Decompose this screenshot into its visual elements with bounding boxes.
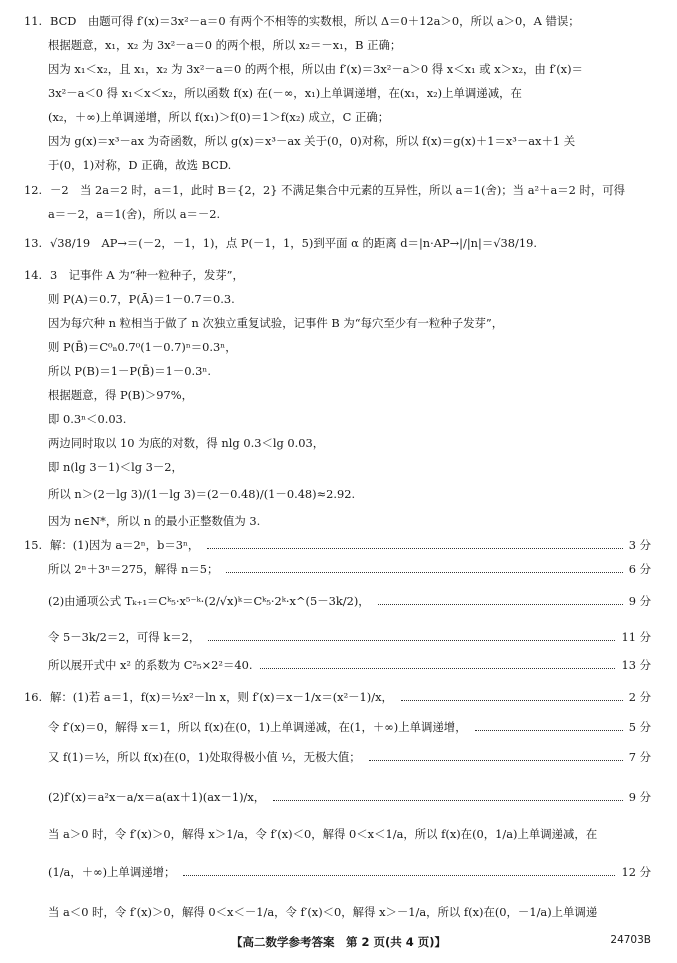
- leader-dots: [475, 730, 623, 731]
- score-label: 13 分: [621, 658, 651, 672]
- leader-dots: [208, 640, 615, 641]
- line-text: 则 P(A)＝0.7，P(Ā)＝1－0.7＝0.3.: [48, 292, 235, 306]
- line-text: 根据题意，得 P(B)＞97%，: [48, 388, 193, 402]
- line-text: 解：(1)若 a＝1，f(x)＝½x²－ln x，则 f′(x)＝x－1/x＝(x²－1)/x，: [50, 690, 393, 704]
- score-label: 5 分: [628, 720, 651, 734]
- leader-dots: [378, 604, 623, 605]
- score-label: 12 分: [621, 865, 651, 879]
- line-text: 所以 n＞(2－lg 3)/(1－lg 3)＝(2－0.48)/(1－0.48)≈2.92.: [48, 487, 356, 501]
- score-label: 7 分: [628, 750, 651, 764]
- leader-dots: [260, 668, 615, 669]
- line-text: 则 P(B̄)＝C⁰ₙ0.7⁰(1－0.7)ⁿ＝0.3ⁿ，: [48, 340, 237, 354]
- line-text: 当 a＞0 时，令 f′(x)＞0，解得 x＞1/a，令 f′(x)＜0，解得 0＜x＜1/a，所以 f(x)在(0，1/a)上单调递减，在: [48, 827, 598, 841]
- leader-dots: [401, 700, 623, 701]
- score-label: 11 分: [621, 630, 651, 644]
- score-label: 9 分: [628, 594, 651, 608]
- line-text: 因为 x₁＜x₂，且 x₁，x₂ 为 3x²－a＝0 的两个根，所以由 f′(x)＝3x²－a＞0 得 x＜x₁ 或 x＞x₂，由 f′(x)＝: [48, 62, 583, 76]
- score-label: 3 分: [628, 538, 651, 552]
- line-text: 于(0，1)对称，D 正确，故选 BCD.: [48, 158, 232, 172]
- line-text: －2 当 2a＝2 时，a＝1，此时 B＝{2，2} 不满足集合中元素的互异性，所以 a＝1(舍)；当 a²＋a＝2 时，可得: [50, 183, 626, 197]
- footer-title: 【高二数学参考答案 第 2 页(共 4 页)】: [230, 935, 447, 949]
- question-number: 12.: [24, 183, 43, 197]
- line-text: 根据题意，x₁，x₂ 为 3x²－a＝0 的两个根，所以 x₂＝－x₁，B 正确；: [48, 38, 402, 52]
- line-text: (2)由通项公式 Tₖ₊₁＝Cᵏ₅·x⁵⁻ᵏ·(2/√x)ᵏ＝Cᵏ₅·2ᵏ·x^(5－3k/2)，: [48, 594, 370, 608]
- leader-dots: [183, 875, 615, 876]
- line-text: 因为 n∈N*，所以 n 的最小正整数值为 3.: [48, 514, 261, 528]
- leader-dots: [273, 800, 623, 801]
- line-text: 所以展开式中 x² 的系数为 C²₅×2²＝40.: [48, 658, 253, 672]
- line-text: (1/a，＋∞)上单调递增；: [48, 865, 176, 879]
- line-text: (2)f′(x)＝a²x－a/x＝a(ax＋1)(ax－1)/x，: [48, 790, 266, 804]
- score-label: 9 分: [628, 790, 651, 804]
- line-text: 令 5－3k/2＝2，可得 k＝2，: [48, 630, 201, 644]
- question-number: 15.: [24, 538, 43, 552]
- line-text: 3 记事件 A 为“种一粒种子，发芽”，: [50, 268, 244, 282]
- question-number: 11.: [24, 14, 43, 28]
- leader-dots: [207, 548, 623, 549]
- line-text: 因为 g(x)＝x³－ax 为奇函数，所以 g(x)＝x³－ax 关于(0，0)对称，所以 f(x)＝g(x)＋1＝x³－ax＋1 关: [48, 134, 576, 148]
- footer-code: 24703B: [610, 934, 651, 946]
- line-text: (x₂，＋∞)上单调递增，所以 f(x₁)＞f(0)＝1＞f(x₂) 成立，C 正确；: [48, 110, 390, 124]
- line-text: 即 0.3ⁿ＜0.03.: [48, 412, 127, 426]
- line-text: a＝－2，a＝1(舍)，所以 a＝－2.: [48, 207, 221, 221]
- question-number: 13.: [24, 236, 43, 250]
- leader-dots: [369, 760, 623, 761]
- question-number: 16.: [24, 690, 43, 704]
- line-text: 又 f(1)＝½，所以 f(x)在(0，1)处取得极小值 ½，无极大值；: [48, 750, 361, 764]
- line-text: BCD 由题可得 f′(x)＝3x²－a＝0 有两个不相等的实数根，所以 Δ＝0＋12a＞0，所以 a＞0，A 错误；: [50, 14, 580, 28]
- line-text: 所以 P(B)＝1－P(B̄)＝1－0.3ⁿ.: [48, 364, 211, 378]
- question-number: 14.: [24, 268, 43, 282]
- score-label: 2 分: [628, 690, 651, 704]
- line-text: 令 f′(x)＝0，解得 x＝1，所以 f(x)在(0，1)上单调递减，在(1，＋∞)上单调递增，: [48, 720, 467, 734]
- line-text: 因为每穴种 n 粒相当于做了 n 次独立重复试验，记事件 B 为“每穴至少有一粒种子发芽”，: [48, 316, 504, 330]
- line-text: 解：(1)因为 a＝2ⁿ，b＝3ⁿ，: [50, 538, 200, 552]
- line-text: 当 a＜0 时，令 f′(x)＞0，解得 0＜x＜－1/a，令 f′(x)＜0，解得 x＞－1/a，所以 f(x)在(0，－1/a)上单调递: [48, 905, 598, 919]
- line-text: 即 n(lg 3－1)＜lg 3－2，: [48, 460, 183, 474]
- leader-dots: [226, 572, 623, 573]
- line-text: 3x²－a＜0 得 x₁＜x＜x₂，所以函数 f(x) 在(－∞，x₁)上单调递增，在(x₁，x₂)上单调递减，在: [48, 86, 522, 100]
- line-text: 所以 2ⁿ＋3ⁿ＝275，解得 n＝5；: [48, 562, 219, 576]
- line-text: 两边同时取以 10 为底的对数，得 nlg 0.3＜lg 0.03，: [48, 436, 325, 450]
- score-label: 6 分: [628, 562, 651, 576]
- line-text: √38/19 AP→＝(－2，－1，1)，点 P(－1，1，5)到平面 α 的距离 d＝|n·AP→|/|n|＝√38/19.: [50, 236, 537, 250]
